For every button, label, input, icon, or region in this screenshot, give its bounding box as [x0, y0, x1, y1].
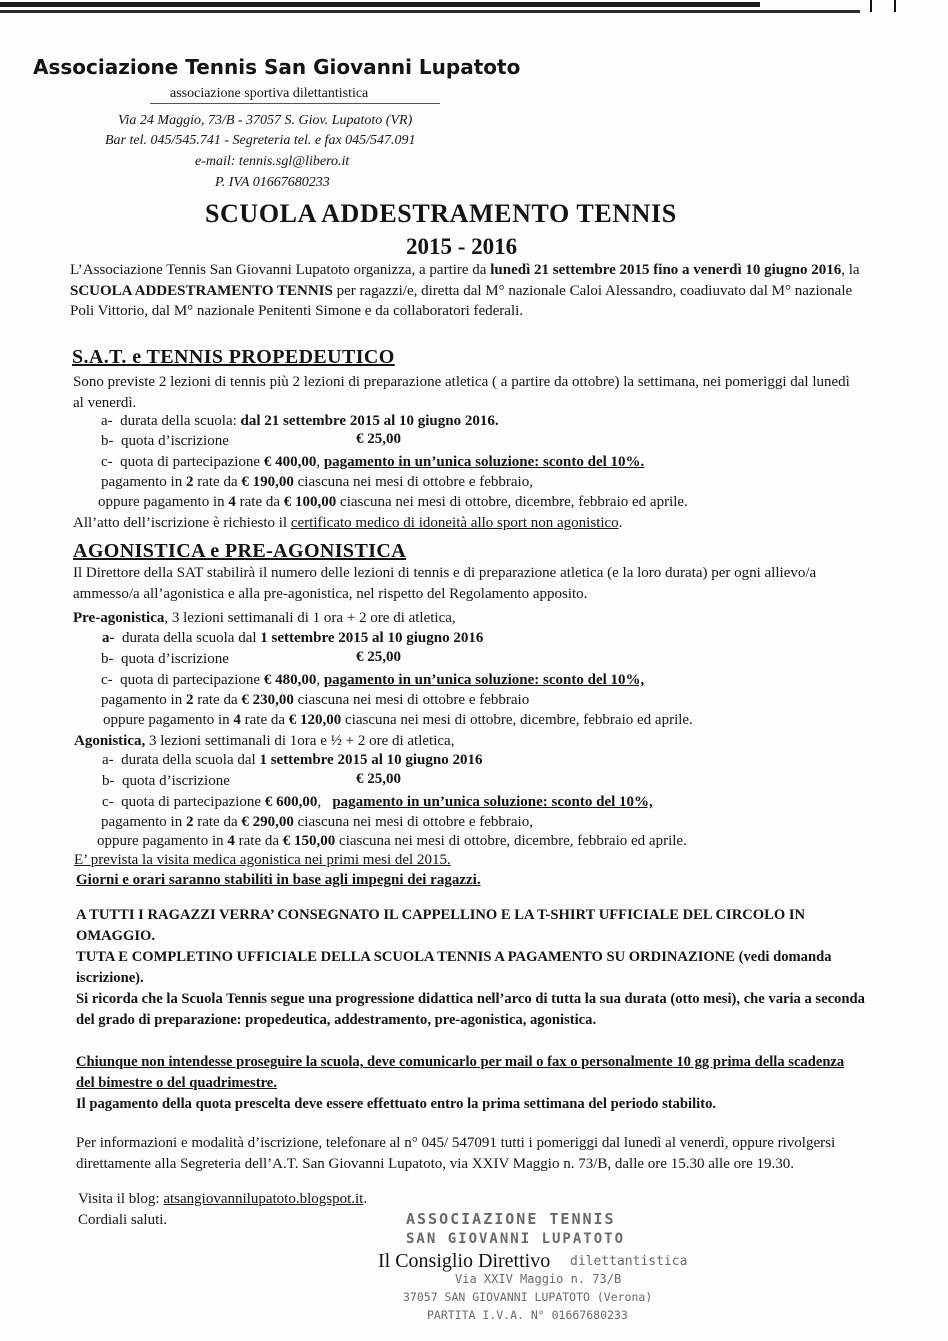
item-dates: 1 settembre 2015 al 10 giugno 2016 — [259, 752, 483, 768]
header-divider — [150, 103, 440, 104]
blog-link[interactable]: atsangiovannilupatoto.blogspot.it — [163, 1191, 364, 1207]
preagonistica-title-line — [73, 610, 456, 627]
participation-fee: € 480,00 — [263, 672, 317, 688]
item-text: durata della scuola: — [120, 413, 241, 429]
preagonistica-four-installments — [103, 712, 693, 729]
item-text: durata della scuola dal — [122, 630, 261, 646]
rate-text: ciascuna nei mesi di ottobre e febbraio — [293, 692, 530, 708]
withdrawal-notice: Chiunque non intendesse proseguire la scuola, deve comunicarlo per mail o fax o personalmente 10 gg prima della scadenza del bimestre o del quadrimestre. — [76, 1054, 845, 1091]
agonistica-four-installments — [97, 833, 687, 850]
agonistica-item-a — [102, 752, 482, 769]
item-text: durata della scuola dal — [121, 752, 260, 768]
agonistica-registration-fee: € 25,00 — [356, 771, 401, 787]
progression-notice: Si ricorda che la Scuola Tennis segue una progressione didattica nell’arco di tutta la sua durata (otto mesi), che varia a seconda del grado di preparazione: propedeutica, addestramento, pre-agonistica, agonistica. — [76, 991, 865, 1028]
item-text: quota di partecipazione — [121, 794, 265, 810]
rate-text: ciascuna nei mesi di ottobre e febbraio, — [293, 474, 533, 490]
preagonistica-item-b — [101, 651, 229, 668]
season-year: 2015 - 2016 — [406, 234, 518, 259]
intro-dates: lunedì 21 settembre 2015 fino a venerdì 10 giugno 2016 — [490, 262, 842, 278]
association-name: Associazione Tennis San Giovanni Lupatoto — [33, 55, 521, 79]
item-dates: dal 21 settembre 2015 al 10 giugno 2016. — [240, 413, 499, 429]
blog-label: Visita il blog: — [78, 1191, 164, 1207]
sat-two-installments — [101, 474, 533, 491]
blog-line — [78, 1191, 367, 1208]
item-label: c- — [101, 454, 113, 470]
section-heading-agonistica: AGONISTICA e PRE-AGONISTICA — [73, 540, 407, 562]
section-heading-sat: S.A.T. e TENNIS PROPEDEUTICO — [72, 346, 395, 368]
item-label: a- — [102, 630, 115, 646]
schedule-note: Giorni e orari saranno stabiliti in base agli impegni dei ragazzi. — [76, 872, 481, 888]
single-payment-discount: pagamento in un’unica soluzione: sconto del 10%, — [323, 672, 645, 688]
item-text: quota d’iscrizione — [121, 433, 229, 449]
rate-amount: € 230,00 — [241, 692, 294, 708]
rate-text: rate da — [193, 474, 242, 490]
agonistica-item-b — [102, 773, 230, 790]
rate-text: pagamento in — [101, 474, 186, 490]
phone-line: Bar tel. 045/545.741 - Segreteria tel. e fax 045/547.091 — [105, 133, 416, 148]
rate-text: ciascuna nei mesi di ottobre e febbraio, — [293, 814, 533, 830]
rate-text: ciascuna nei mesi di ottobre, dicembre, febbraio ed aprile. — [336, 494, 688, 510]
agonistica-description: Il Direttore della SAT stabilirà il numero delle lezioni di tennis e di preparazione atletica (e la loro durata) per ogni allievo/a ammesso/a all’agonistica e alla pre-agonistica, nel rispetto del Regolamento apposito. — [73, 565, 817, 602]
stamp-line-name: SAN GIOVANNI LUPATOTO — [406, 1231, 626, 1247]
contact-info: Per informazioni e modalità d’iscrizione, telefonare al n° 045/ 547091 tutti i pomeriggi dal lunedì al venerdì, oppure rivolgersi direttamente alla Segreteria dell’A.T. San Giovanni Lupatoto, via XXIV Maggio n. 73/B, dalle ore 15.30 alle ore 19.30. — [76, 1135, 836, 1172]
stamp-line-association: ASSOCIAZIONE TENNIS — [406, 1210, 616, 1228]
gift-notice: A TUTTI I RAGAZZI VERRA’ CONSEGNATO IL CAPPELLINO E LA T-SHIRT UFFICIALE DEL CIRCOLO IN OMAGGIO. — [76, 907, 806, 944]
rate-text: ciascuna nei mesi di ottobre, dicembre, febbraio ed aprile. — [335, 833, 687, 849]
preagonistica-item-c — [101, 672, 644, 689]
greeting: Cordiali saluti. — [78, 1212, 168, 1228]
item-label: b- — [101, 433, 114, 449]
participation-fee: € 600,00 — [264, 794, 318, 810]
preagonistica-registration-fee: € 25,00 — [356, 649, 401, 665]
rate-amount: € 290,00 — [241, 814, 294, 830]
stamp-line-city: 37057 SAN GIOVANNI LUPATOTO (Verona) — [403, 1290, 653, 1304]
rate-text: ciascuna nei mesi di ottobre, dicembre, febbraio ed aprile. — [341, 712, 693, 728]
rate-count: 4 — [228, 494, 236, 510]
separator: , — [316, 672, 324, 688]
rate-count: 4 — [233, 712, 241, 728]
sat-description: Sono previste 2 lezioni di tennis più 2 lezioni di preparazione atletica ( a partire da ottobre) la settimana, nei pomeriggi dal lunedì al venerdì. — [73, 374, 850, 411]
separator: , — [316, 454, 324, 470]
rate-text: rate da — [234, 833, 283, 849]
rate-count: 2 — [185, 474, 194, 490]
agonistica-info: 3 lezioni settimanali di 1ora e ½ + 2 ore di atletica, — [145, 733, 455, 749]
sat-registration-fee: € 25,00 — [356, 431, 401, 447]
intro-paragraph — [70, 260, 860, 322]
preagonistica-item-a — [102, 630, 483, 647]
rate-text: oppure pagamento in — [98, 494, 229, 510]
medical-visit-note: E’ prevista la visita medica agonistica nei primi mesi del 2015. — [74, 852, 451, 868]
item-text: quota d’iscrizione — [121, 651, 229, 667]
sat-medical-certificate — [73, 515, 622, 532]
cert-requirement: certificato medico di idoneità allo sport non agonistico — [290, 515, 619, 531]
item-label: b- — [101, 651, 114, 667]
item-label: c- — [101, 672, 113, 688]
preagonistica-info: , 3 lezioni settimanali di 1 ora + 2 ore di atletica, — [164, 610, 456, 626]
rate-amount: € 150,00 — [282, 833, 336, 849]
rate-amount: € 100,00 — [283, 494, 337, 510]
rate-amount: € 120,00 — [288, 712, 342, 728]
sat-item-a — [101, 413, 499, 430]
kit-notice: TUTA E COMPLETINO UFFICIALE DELLA SCUOLA TENNIS A PAGAMENTO SU ORDINAZIONE (vedi domanda iscrizione). — [76, 949, 832, 986]
rate-text: rate da — [235, 494, 284, 510]
signature-board: Il Consiglio Direttivo — [378, 1250, 551, 1272]
stamp-line-vat: PARTITA I.V.A. N° 01667680233 — [427, 1308, 628, 1322]
rate-count: 4 — [227, 833, 235, 849]
participation-fee: € 400,00 — [263, 454, 317, 470]
sat-item-c — [101, 454, 644, 471]
intro-text: L’Associazione Tennis San Giovanni Lupatoto organizza, a partire da — [70, 262, 491, 278]
cert-text: All’atto dell’iscrizione è richiesto il — [73, 515, 291, 531]
rate-text: oppure pagamento in — [103, 712, 234, 728]
item-label: c- — [102, 794, 114, 810]
email-line: e-mail: tennis.sgl@libero.it — [195, 154, 350, 169]
intro-text: , la — [841, 262, 860, 278]
rate-text: pagamento in — [101, 814, 186, 830]
preagonistica-two-installments — [101, 692, 529, 709]
document-title: SCUOLA ADDESTRAMENTO TENNIS — [205, 199, 677, 228]
vat-line: P. IVA 01667680233 — [215, 175, 330, 190]
item-text: quota di partecipazione — [120, 672, 264, 688]
rate-text: rate da — [193, 814, 242, 830]
single-payment-discount: pagamento in un’unica soluzione: sconto del 10%, — [332, 794, 653, 810]
intro-text: per ragazzi/e, diretta dal M° nazionale Caloi Alessandro, coadiuvato dal M° nazionale Poli Vittorio, dal M° nazionale Penitenti Simone e da collaboratori federali. — [70, 282, 853, 319]
preagonistica-title: Pre-agonistica — [73, 610, 165, 626]
agonistica-title-line — [74, 733, 454, 750]
rate-text: oppure pagamento in — [97, 833, 228, 849]
cert-text: . — [618, 515, 623, 531]
item-label: b- — [102, 773, 115, 789]
rate-count: 2 — [185, 814, 194, 830]
address-line: Via 24 Maggio, 73/B - 37057 S. Giov. Lupatoto (VR) — [118, 113, 413, 128]
association-subtitle: associazione sportiva dilettantistica — [170, 86, 369, 101]
stamp-line-type: dilettantistica — [570, 1254, 688, 1269]
intro-school-name: SCUOLA ADDESTRAMENTO TENNIS — [70, 282, 333, 299]
sat-four-installments — [98, 494, 688, 511]
blog-end: . — [363, 1191, 368, 1207]
separator: , — [317, 794, 325, 810]
agonistica-title: Agonistica, — [74, 733, 146, 749]
item-dates: 1 settembre 2015 al 10 giugno 2016 — [260, 630, 484, 646]
single-payment-discount: pagamento in un’unica soluzione: sconto del 10%. — [323, 454, 645, 470]
scan-edge-bars — [0, 0, 948, 14]
agonistica-item-c — [102, 794, 653, 811]
item-label: a- — [102, 752, 114, 768]
item-text: quota d’iscrizione — [122, 773, 230, 789]
rate-text: pagamento in — [101, 692, 186, 708]
rate-count: 2 — [185, 692, 194, 708]
rate-text: rate da — [193, 692, 242, 708]
stamp-line-street: Via XXIV Maggio n. 73/B — [455, 1272, 622, 1286]
item-text: quota di partecipazione — [120, 454, 264, 470]
rate-text: rate da — [240, 712, 289, 728]
rate-amount: € 190,00 — [241, 474, 294, 490]
item-label: a- — [101, 413, 113, 429]
sat-item-b — [101, 433, 229, 450]
agonistica-two-installments — [101, 814, 533, 831]
payment-notice: Il pagamento della quota prescelta deve essere effettuato entro la prima settimana del periodo stabilito. — [76, 1096, 717, 1112]
